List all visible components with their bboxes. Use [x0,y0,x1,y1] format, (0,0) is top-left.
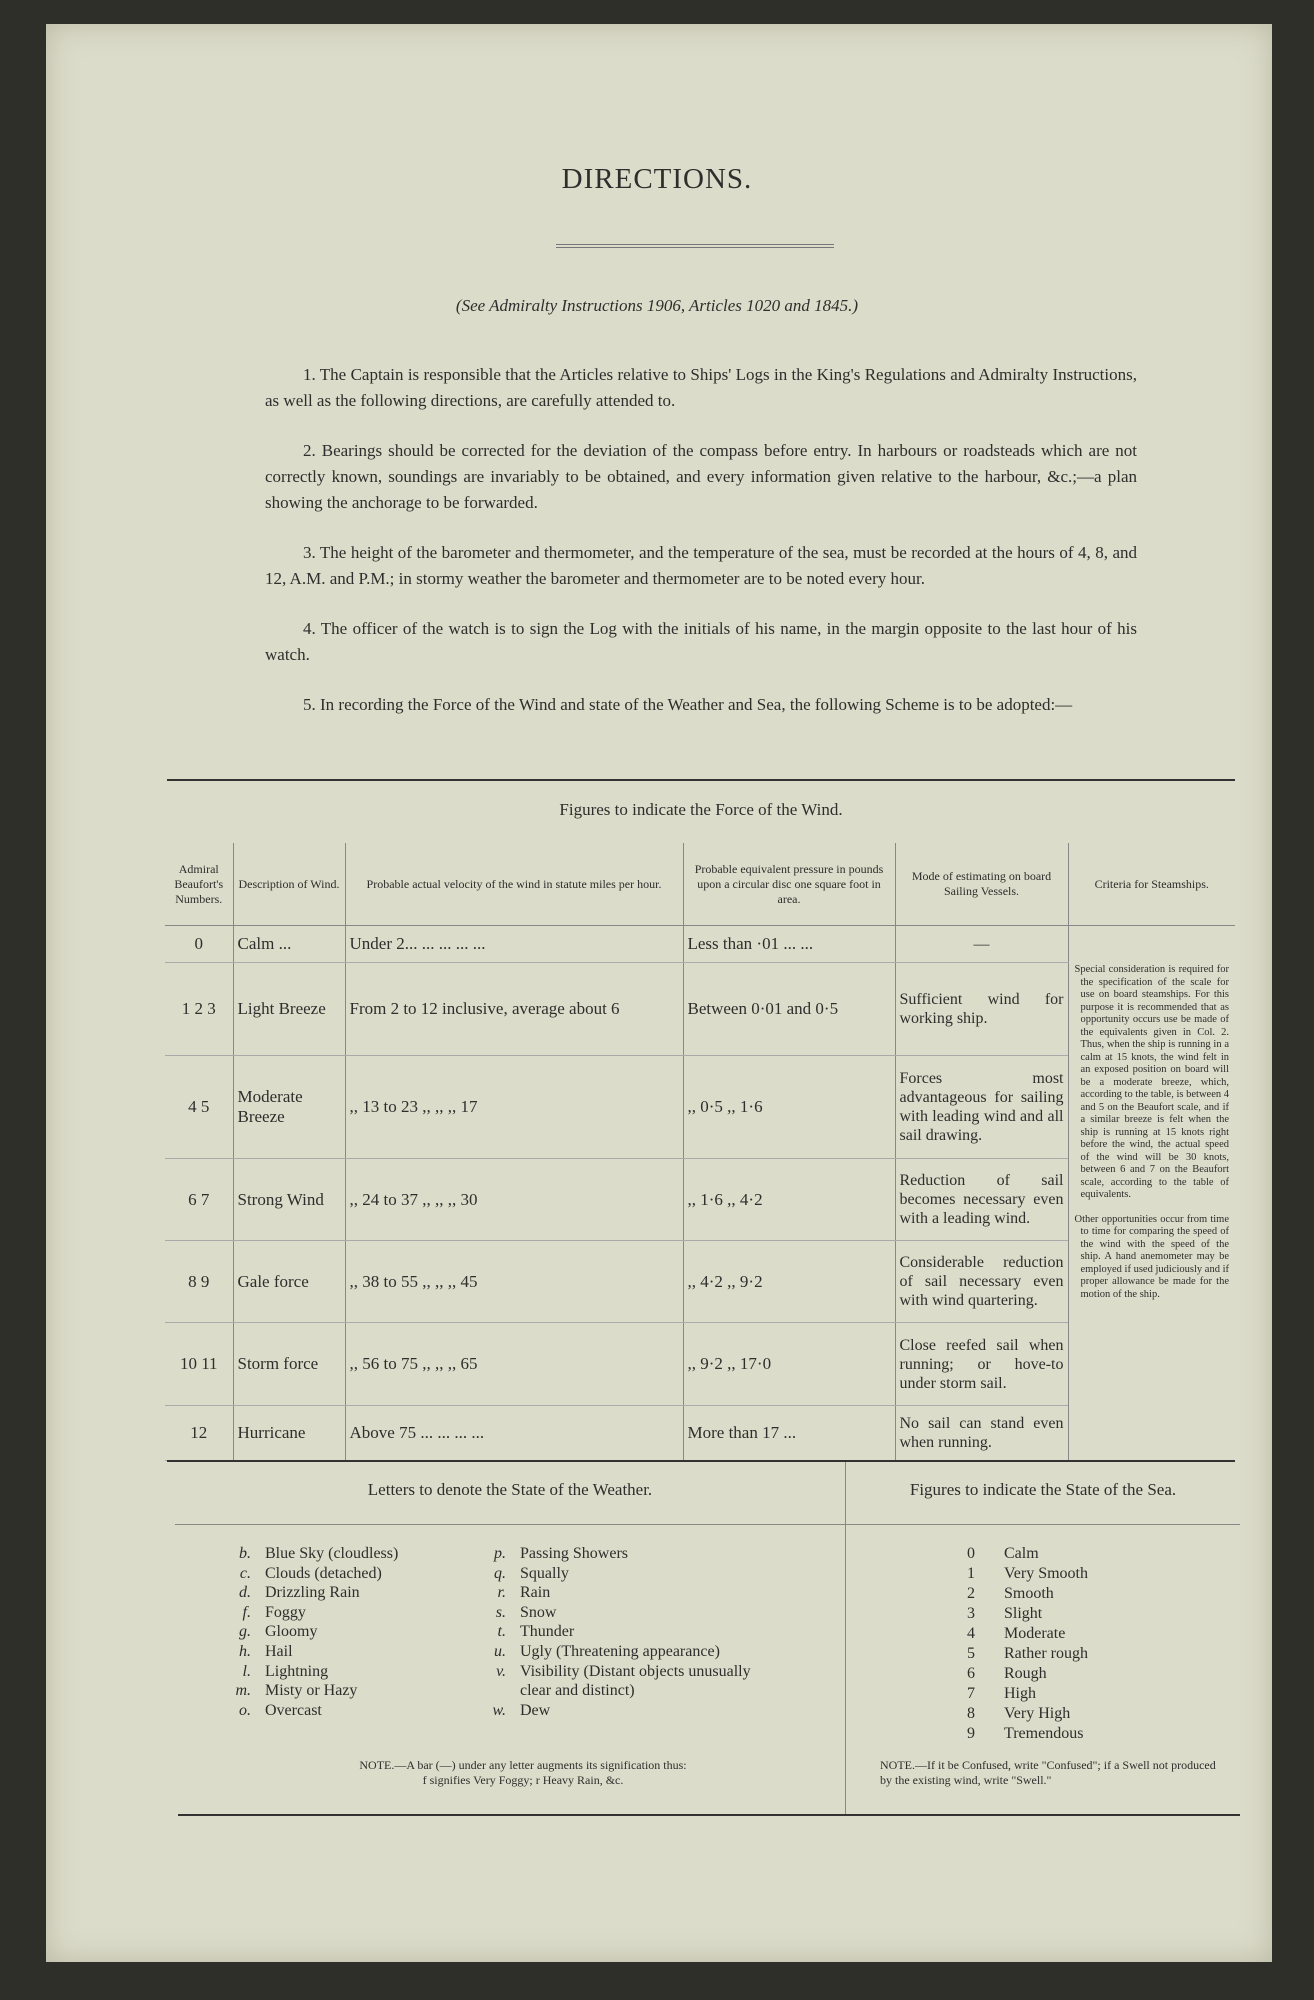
weather-note-line2: f signifies Very Foggy; r Heavy Rain, &c. [422,1773,624,1787]
list-item [215,1564,398,1584]
table-row [165,926,1235,963]
item-label: Rather rough [1004,1645,1088,1662]
item-label: High [1004,1685,1036,1702]
item-label: Rough [1004,1665,1047,1682]
weather-note-line1: NOTE.—A bar (—) under any letter augments its signification thus: [359,1758,687,1772]
list-item [470,1564,751,1584]
wind-velocity: ,, 13 to 23 ,, ,, ,, 17 [345,1056,683,1159]
item-code: l. [242,1662,251,1680]
wind-velocity: ,, 38 to 55 ,, ,, ,, 45 [345,1241,683,1323]
item-code: 2 [967,1585,975,1602]
item-label: Very High [1004,1705,1071,1722]
item-code: 8 [967,1705,975,1722]
list-item [470,1544,751,1564]
item-code: u. [494,1642,506,1660]
wind-pressure: More than 17 ... [683,1406,895,1461]
sea-heading: Figures to indicate the State of the Sea. [846,1462,1240,1525]
item-code: 5 [967,1645,975,1662]
item-code: g. [239,1623,251,1641]
wind-force-table [165,843,1235,1461]
subtitle: (See Admiralty Instructions 1906, Articles 1020 and 1845.) [455,296,859,315]
wind-pressure: Between 0·01 and 0·5 [683,963,895,1056]
wind-pressure: ,, 1·6 ,, 4·2 [683,1159,895,1241]
sailing-mode: Forces most advantageous for sailing with leading wind and all sail drawing. [895,1056,1068,1159]
item-code: 9 [967,1725,975,1742]
header-numbers: Admiral Beaufort's Numbers. [165,843,233,926]
item-label: Lightning [265,1662,329,1680]
list-item [956,1544,1088,1564]
criteria-paragraph: Special consideration is required for the specification of the scale for use on board steamships. For this purpose it is recommended that as opportunity occurs use be made of the equivalents given in Col. 2. Thus, when the ship is running in a calm at 15 knots, the wind felt in an exposed position on board will be a moderate breeze, which, according to the table, is between 4 and 5 on the Beaufort scale, and if a similar breeze is felt when the ship is running at 15 knots right before the wind, the actual speed of the wind will be 30 knots, between 6 and 7 on the Beaufort scale, according to the table of equivalents. [1074,964,1229,1200]
item-label: Rain [520,1584,551,1602]
list-item [215,1662,398,1682]
sailing-mode: Sufficient wind for working ship. [895,963,1068,1056]
list-item [215,1681,398,1701]
list-item [470,1662,751,1682]
list-item [215,1603,398,1623]
beaufort-number: 8 9 [165,1241,233,1323]
item-code: r. [497,1584,506,1602]
wind-pressure: Less than ·01 ... ... [683,926,895,963]
beaufort-number: 1 2 3 [165,963,233,1056]
item-label: Blue Sky (cloudless) [265,1545,399,1562]
item-code: m. [235,1682,251,1700]
item-label: Snow [520,1603,557,1621]
item-label: Ugly (Threatening appearance) [520,1642,720,1660]
list-item [470,1701,751,1721]
paragraph-5: 5. In recording the Force of the Wind and state of the Weather and Sea, the following Scheme is to be adopted:— [303,695,1073,714]
item-label: Visibility (Distant objects unusually [520,1662,751,1680]
wind-description: Light Breeze [233,963,345,1056]
weather-sea-section [175,1462,1240,1814]
item-label: Calm [1004,1545,1039,1562]
beaufort-number: 0 [165,926,233,963]
list-item [470,1622,751,1642]
item-code: h. [239,1642,251,1660]
sailing-mode: No sail can stand even when running. [895,1406,1068,1461]
wind-velocity: Under 2... ... ... ... ... [345,926,683,963]
item-code: d. [239,1584,251,1602]
wind-velocity: From 2 to 12 inclusive, average about 6 [345,963,683,1056]
list-item [215,1642,398,1662]
header-velocity: Probable actual velocity of the wind in statute miles per hour. [345,843,683,926]
item-code: 4 [967,1625,975,1642]
item-label: Overcast [265,1701,322,1719]
wind-description: Gale force [233,1241,345,1323]
item-code: w. [492,1701,506,1719]
weather-list-2 [470,1544,751,1720]
item-label: Slight [1004,1605,1043,1622]
paragraph-4: 4. The officer of the watch is to sign the Log with the initials of his name, in the margin opposite to the last hour of his watch. [265,619,1137,664]
item-code: 6 [967,1665,975,1682]
beaufort-number: 6 7 [165,1159,233,1241]
item-label: Tremendous [1004,1725,1084,1742]
sailing-mode: Considerable reduction of sail necessary even with wind quartering. [895,1241,1068,1323]
item-code: c. [239,1564,251,1582]
wind-pressure: ,, 4·2 ,, 9·2 [683,1241,895,1323]
item-code: f. [242,1603,251,1621]
list-item [956,1684,1088,1704]
item-code: t. [497,1623,506,1641]
wind-description: Storm force [233,1323,345,1406]
wind-table-caption: Figures to indicate the Force of the Wind. [559,800,843,819]
sailing-mode: Close reefed sail when running; or hove-to under storm sail. [895,1323,1068,1406]
list-item [215,1544,398,1564]
page-title: DIRECTIONS. [561,163,753,195]
beaufort-number: 4 5 [165,1056,233,1159]
bottom-rule [178,1814,1240,1816]
weather-panel [175,1462,846,1814]
sea-panel [846,1462,1240,1814]
item-label: Very Smooth [1004,1565,1088,1582]
list-item [215,1583,398,1603]
wind-description: Calm ... [233,926,345,963]
sailing-mode: Reduction of sail becomes necessary even with a leading wind. [895,1159,1068,1241]
item-code: q. [494,1564,506,1582]
header-pressure: Probable equivalent pressure in pounds upon a circular disc one square foot in area. [683,843,895,926]
item-label: Clouds (detached) [265,1564,382,1582]
item-label: clear and distinct) [520,1682,635,1700]
weather-heading: Letters to denote the State of the Weather. [175,1462,845,1525]
item-label: Thunder [520,1623,575,1641]
item-label: Gloomy [265,1623,318,1641]
item-code: s. [495,1603,506,1621]
header-mode: Mode of estimating on board Sailing Vessels. [895,843,1068,926]
list-item [956,1604,1088,1624]
directions-paragraphs [265,362,1137,742]
list-item [956,1584,1088,1604]
list-item [956,1704,1088,1724]
wind-pressure: ,, 9·2 ,, 17·0 [683,1323,895,1406]
beaufort-number: 12 [165,1406,233,1461]
list-item [956,1664,1088,1684]
list-item [956,1624,1088,1644]
weather-note [283,1758,763,1788]
wind-pressure: ,, 0·5 ,, 1·6 [683,1056,895,1159]
item-label: Drizzling Rain [265,1584,360,1602]
weather-list-1 [215,1544,398,1720]
wind-velocity: Above 75 ... ... ... ... [345,1406,683,1461]
list-item [956,1724,1088,1744]
list-item [470,1583,751,1603]
wind-description: Moderate Breeze [233,1056,345,1159]
item-code: 0 [967,1545,975,1562]
wind-velocity: ,, 56 to 75 ,, ,, ,, 65 [345,1323,683,1406]
list-item [215,1701,398,1721]
paragraph-1: 1. The Captain is responsible that the Articles relative to Ships' Logs in the King's Regulations and Admiralty Instructions, as well as the following directions, are carefully attended to. [265,365,1137,410]
item-code: p. [494,1545,506,1562]
item-label: Moderate [1004,1625,1066,1642]
list-item [956,1644,1088,1664]
list-item [215,1622,398,1642]
list-item [470,1603,751,1623]
item-code: v. [496,1662,506,1680]
item-code: 1 [967,1565,975,1582]
wind-velocity: ,, 24 to 37 ,, ,, ,, 30 [345,1159,683,1241]
sea-note: NOTE.—If it be Confused, write "Confused"; if a Swell not produced by the existing wind, write "Swell." [880,1758,1216,1787]
item-label: Smooth [1004,1585,1054,1602]
item-code: o. [239,1701,251,1719]
title-divider [556,244,834,248]
item-label: Passing Showers [520,1545,629,1562]
wind-description: Strong Wind [233,1159,345,1241]
item-label: Misty or Hazy [265,1682,358,1700]
beaufort-number: 10 11 [165,1323,233,1406]
item-label: Foggy [265,1603,306,1621]
steamship-criteria [1068,926,1235,1461]
list-item [470,1681,751,1701]
criteria-paragraph: Other opportunities occur from time to time for comparing the speed of the wind with the speed of the ship. A hand anemometer may be employed if used judiciously and if proper allowance be made for the motion of the ship. [1074,1213,1229,1300]
item-label: Squally [520,1564,569,1582]
paragraph-2: 2. Bearings should be corrected for the deviation of the compass before entry. In harbours or roadsteads which are not correctly known, soundings are invariably to be obtained, and every information given relative to the harbour, &c.;—a plan showing the anchorage to be forwarded. [265,441,1137,512]
list-item [956,1564,1088,1584]
item-label: Hail [265,1642,293,1660]
item-code: 3 [967,1605,975,1622]
section-rule [167,779,1235,781]
item-code: b. [239,1545,251,1562]
header-description: Description of Wind. [233,843,345,926]
paragraph-3: 3. The height of the barometer and thermometer, and the temperature of the sea, must be recorded at the hours of 4, 8, and 12, A.M. and P.M.; in stormy weather the barometer and thermometer are to be noted every hour. [265,543,1137,588]
sailing-mode: — [895,926,1068,963]
wind-description: Hurricane [233,1406,345,1461]
list-item [470,1642,751,1662]
item-label: Dew [520,1701,551,1719]
item-code: 7 [967,1685,975,1702]
header-criteria: Criteria for Steamships. [1068,843,1235,926]
sea-list [956,1544,1088,1744]
